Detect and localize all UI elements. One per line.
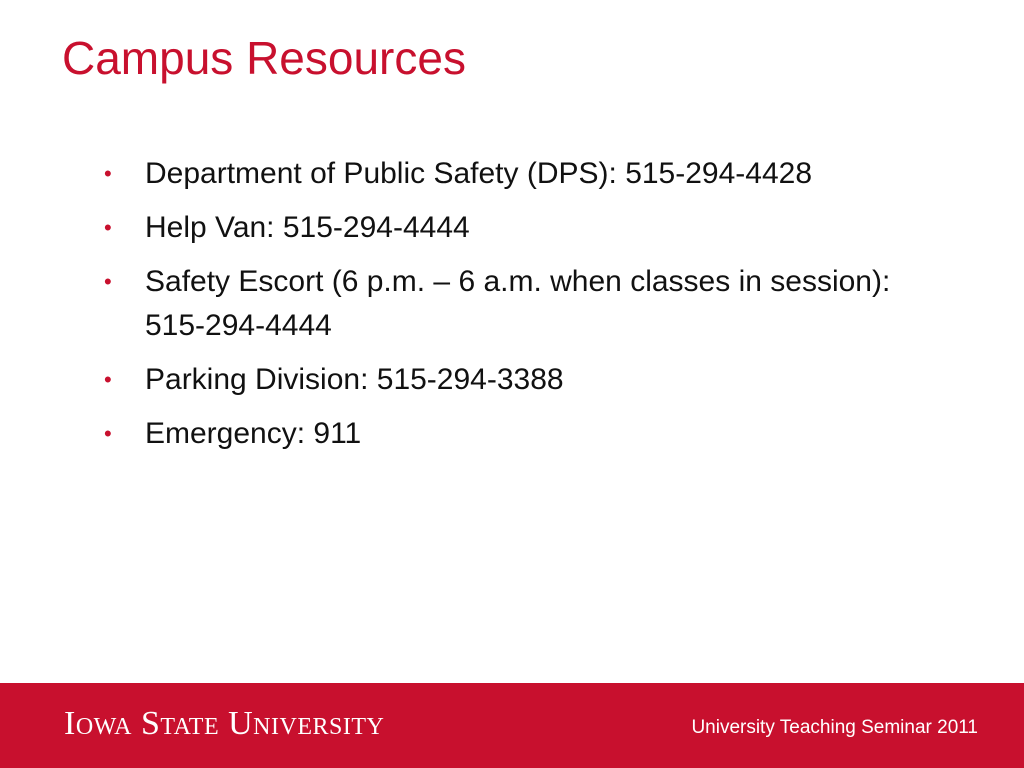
- list-item-safety-escort: • Safety Escort (6 p.m. – 6 a.m. when classes in session): 515-294-4444: [104, 260, 904, 348]
- university-logo: Iowa State University: [64, 705, 385, 742]
- list-item-emergency: • Emergency: 911: [104, 412, 904, 456]
- list-item-help-van: • Help Van: 515-294-4444: [104, 206, 904, 250]
- resource-list: [104, 152, 904, 466]
- list-item-parking: • Parking Division: 515-294-3388: [104, 358, 904, 402]
- slide-title: Campus Resources: [62, 32, 466, 84]
- list-item-dps: • Department of Public Safety (DPS): 515-294-4428: [104, 152, 904, 196]
- footer-caption: University Teaching Seminar 2011: [691, 717, 978, 738]
